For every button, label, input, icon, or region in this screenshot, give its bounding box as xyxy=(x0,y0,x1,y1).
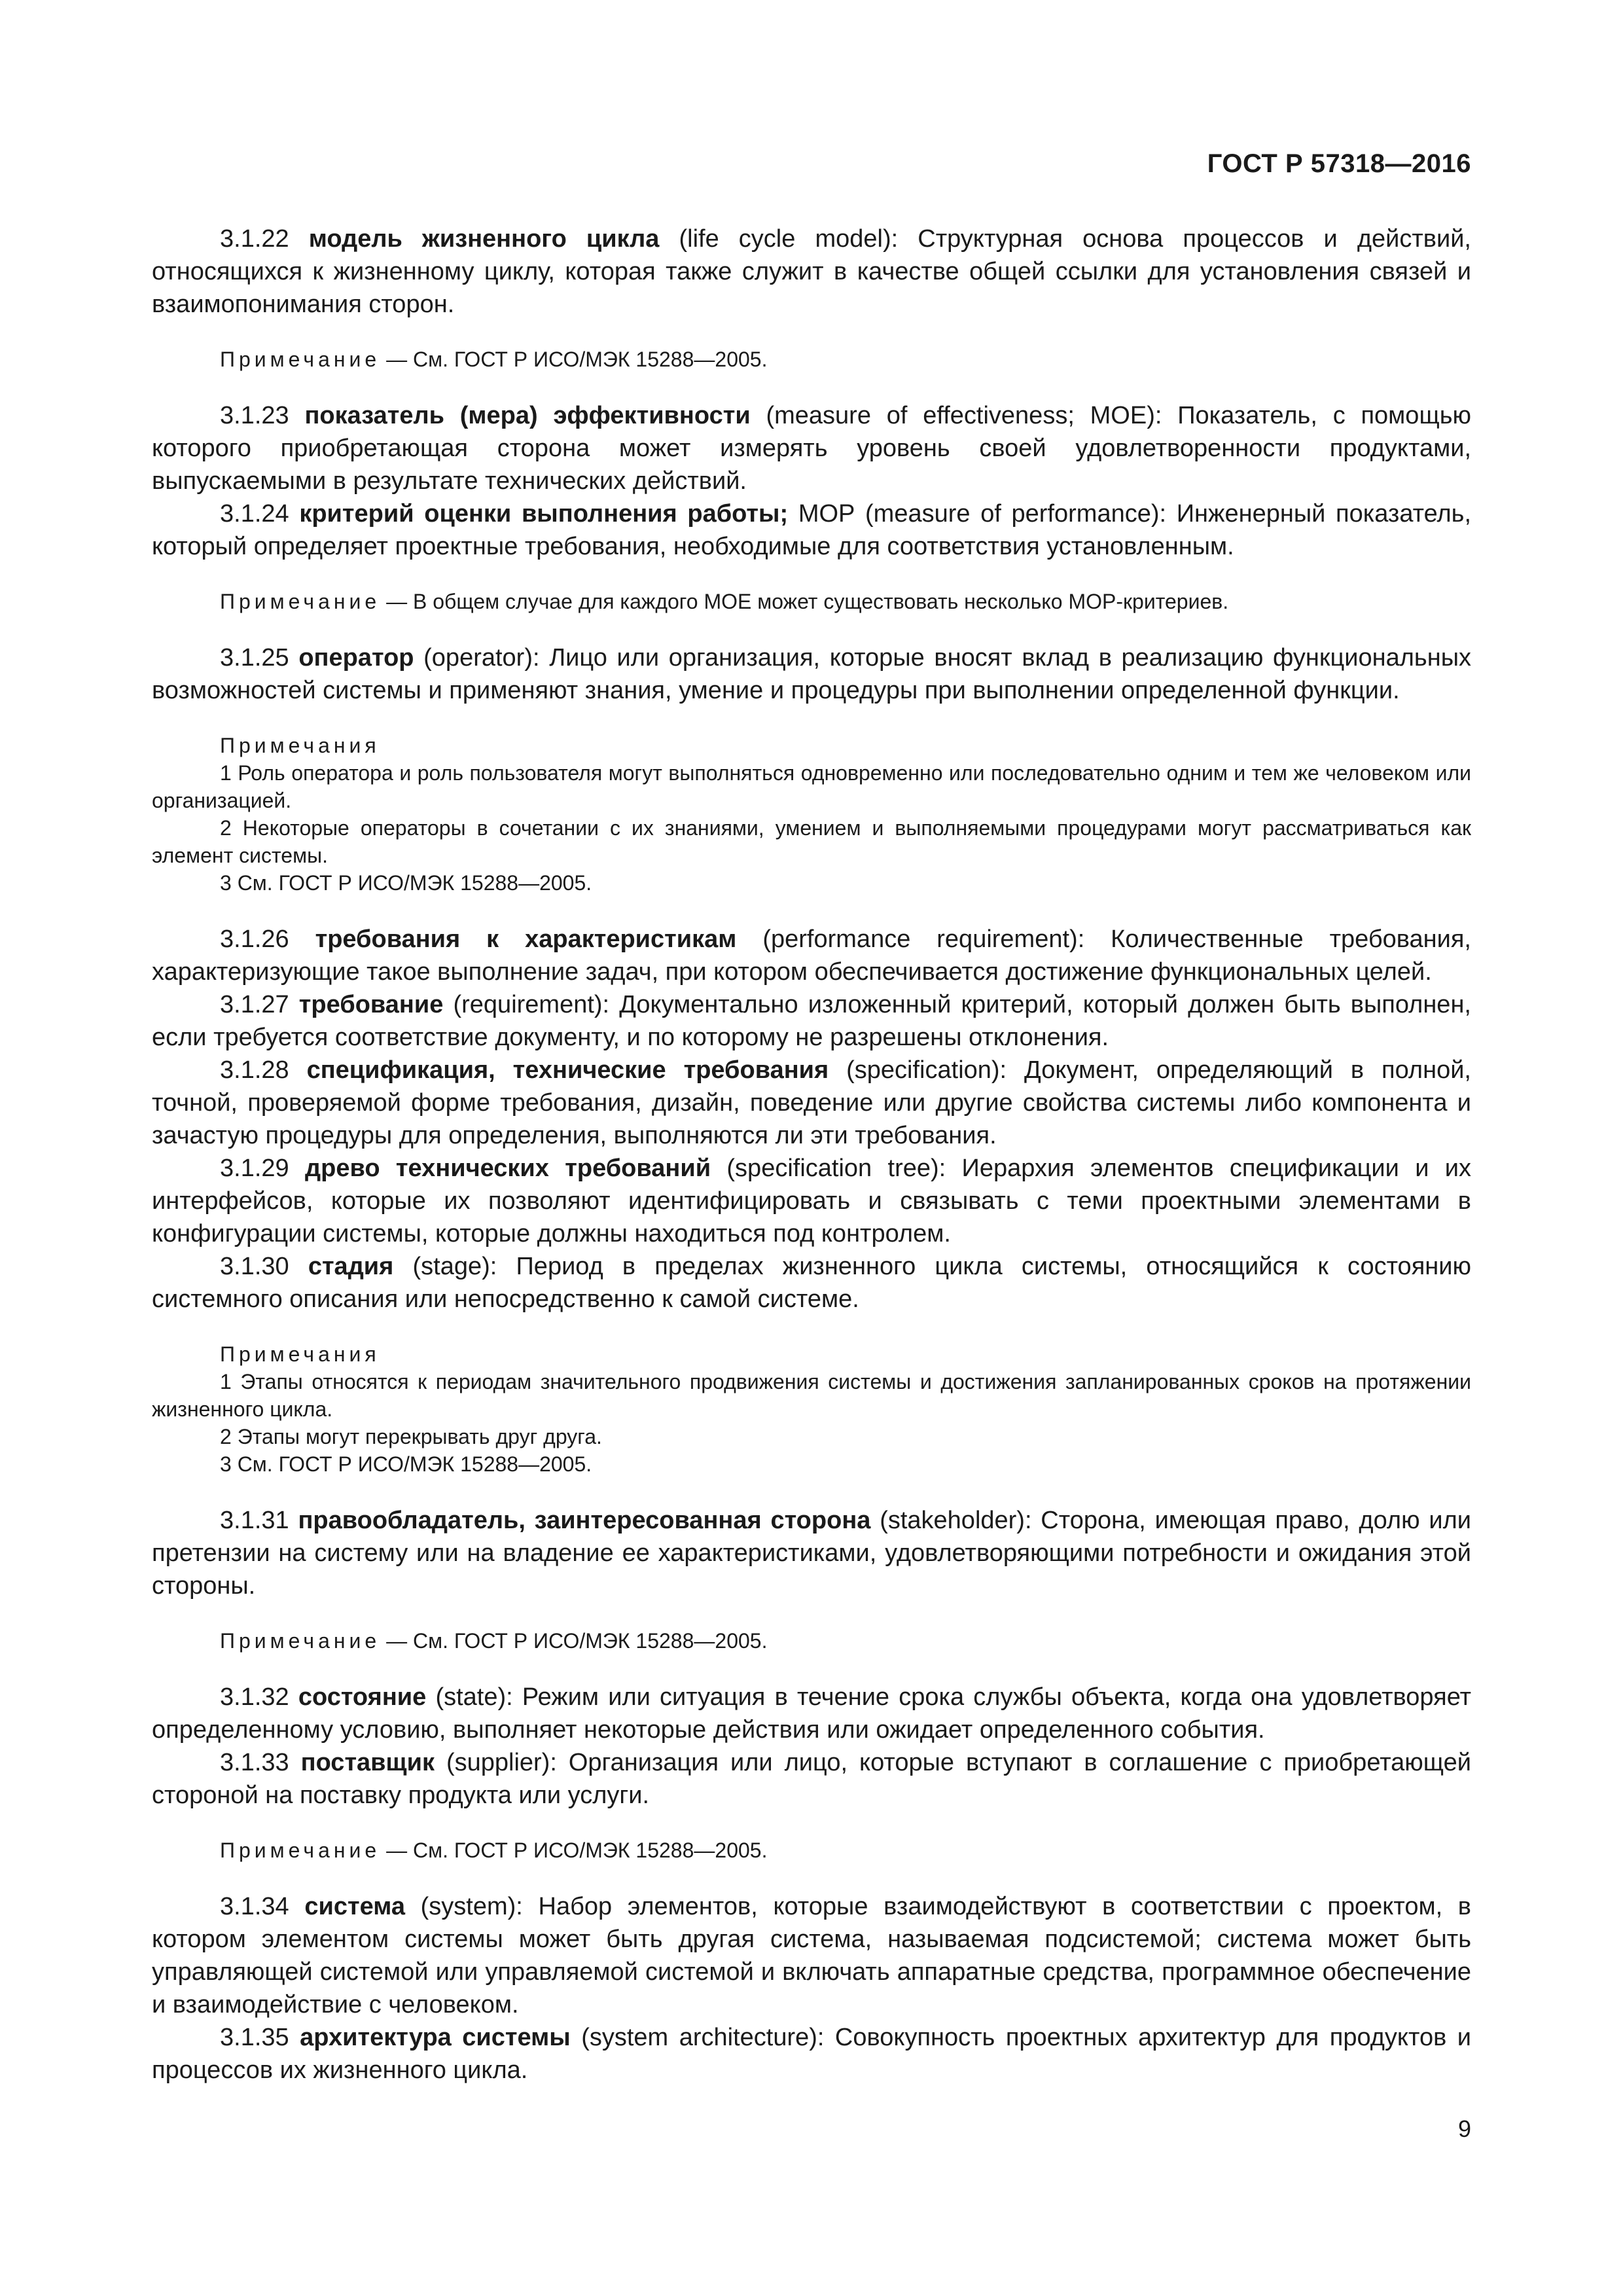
term-number: 3.1.26 xyxy=(220,925,289,953)
term-entry-3-1-32 xyxy=(152,1681,1471,1746)
term-name: спецификация, технические требования xyxy=(306,1056,829,1084)
note-3-1-31 xyxy=(152,1627,1471,1655)
term-name: древо технических требований xyxy=(305,1155,711,1182)
note-item: 1 Роль оператора и роль пользователя могут выполняться одновременно или последовательно одним и тем же человеком или организацией. xyxy=(152,761,1471,812)
term-entry-3-1-35 xyxy=(152,2021,1471,2087)
term-entry-3-1-26 xyxy=(152,923,1471,988)
term-name: система xyxy=(304,1893,405,1920)
document-header: ГОСТ Р 57318—2016 xyxy=(1207,149,1471,178)
term-name: критерий оценки выполнения работы; xyxy=(299,500,789,528)
term-number: 3.1.30 xyxy=(220,1253,289,1280)
page-number: 9 xyxy=(1457,2115,1471,2142)
term-definition: (supplier): Организация или лицо, которые вступают в соглашение с приобретающей стороной на поставку продукта или услуги. xyxy=(152,1749,1472,1809)
term-number: 3.1.34 xyxy=(220,1893,289,1920)
term-number: 3.1.27 xyxy=(220,991,289,1018)
term-name: требование xyxy=(298,991,444,1018)
term-name: архитектура системы xyxy=(300,2024,571,2051)
note-item: 2 Этапы могут перекрывать друг друга. xyxy=(220,1425,602,1448)
term-name: модель жизненного цикла xyxy=(308,225,660,253)
term-number: 3.1.29 xyxy=(220,1155,289,1182)
term-definition: МОР (measure of performance): Инженерный показатель, который определяет проектные требования, необходимые для соответствия установленным. xyxy=(152,500,1471,560)
notes-3-1-30 xyxy=(152,1340,1471,1478)
term-name: правообладатель, заинтересованная сторона xyxy=(298,1507,871,1534)
term-entry-3-1-25 xyxy=(152,641,1471,707)
term-definition: (life cycle model): Структурная основа процессов и действий, относящихся к жизненному циклу, которая также служит в качестве общей ссылки для установления связей и взаимопонимания сторон. xyxy=(152,225,1471,318)
note-text: См. ГОСТ Р ИСО/МЭК 15288—2005. xyxy=(413,1839,768,1862)
term-number: 3.1.32 xyxy=(220,1683,289,1711)
term-entry-3-1-28 xyxy=(152,1054,1471,1152)
term-entry-3-1-30 xyxy=(152,1250,1471,1316)
note-dash: — xyxy=(380,1839,413,1862)
notes-label: Примечания xyxy=(220,1342,380,1366)
term-name: поставщик xyxy=(300,1749,435,1776)
term-definition: (stage): Период в пределах жизненного цикла системы, относящийся к состоянию системного описания или непосредственно к самой системе. xyxy=(152,1253,1471,1313)
note-3-1-24 xyxy=(152,588,1471,615)
term-entry-3-1-27 xyxy=(152,988,1471,1054)
term-definition: (operator): Лицо или организация, которые вносят вклад в реализацию функциональных возможностей системы и применяют знания, умение и процедуры при выполнении определенной функции. xyxy=(152,644,1472,704)
term-entry-3-1-33 xyxy=(152,1746,1471,1812)
term-number: 3.1.23 xyxy=(220,402,289,429)
term-number: 3.1.35 xyxy=(220,2024,289,2051)
term-entry-3-1-23 xyxy=(152,399,1471,497)
note-text: См. ГОСТ Р ИСО/МЭК 15288—2005. xyxy=(413,1629,768,1653)
document-body xyxy=(152,223,1471,2087)
note-label: Примечание xyxy=(220,1629,381,1653)
term-definition: (performance requirement): Количественные требования, характеризующие такое выполнение задач, при котором обеспечивается достижение функциональных целей. xyxy=(152,925,1471,986)
term-name: требования к характеристикам xyxy=(315,925,737,953)
term-entry-3-1-29 xyxy=(152,1152,1471,1250)
term-definition: (stakeholder): Сторона, имеющая право, долю или претензии на систему или на владение ее характеристиками, удовлетворяющими потребности и ожидания этой стороны. xyxy=(152,1507,1471,1600)
term-definition: (measure of effectiveness; МОЕ): Показатель, с помощью которого приобретающая сторона может измерять уровень своей удовлетворенности продуктами, выпускаемыми в результате технических действий. xyxy=(152,402,1472,495)
note-label: Примечание xyxy=(220,1839,381,1862)
term-definition: (state): Режим или ситуация в течение срока службы объекта, когда она удовлетворяет определенному условию, выполняет некоторые действия или ожидает определенного события. xyxy=(152,1683,1471,1744)
note-label: Примечание xyxy=(220,590,381,613)
term-definition: (specification tree): Иерархия элементов спецификации и их интерфейсов, которые их позволяют идентифицировать и связывать с теми проектными элементами в конфигурации системы, которые должны находиться под контролем. xyxy=(152,1155,1471,1247)
term-entry-3-1-24 xyxy=(152,497,1471,563)
term-number: 3.1.24 xyxy=(220,500,289,528)
term-entry-3-1-34 xyxy=(152,1890,1471,2021)
note-item: 3 См. ГОСТ Р ИСО/МЭК 15288—2005. xyxy=(220,1452,592,1476)
term-entry-3-1-31 xyxy=(152,1504,1471,1602)
term-number: 3.1.28 xyxy=(220,1056,289,1084)
term-name: стадия xyxy=(308,1253,394,1280)
term-number: 3.1.22 xyxy=(220,225,289,253)
term-name: оператор xyxy=(298,644,414,672)
note-item: 3 См. ГОСТ Р ИСО/МЭК 15288—2005. xyxy=(220,871,592,895)
note-text: В общем случае для каждого МОЕ может существовать несколько МОР-критериев. xyxy=(413,590,1229,613)
note-label: Примечание xyxy=(220,348,381,371)
notes-label: Примечания xyxy=(220,734,380,757)
note-dash: — xyxy=(380,1629,413,1653)
term-definition: (system): Набор элементов, которые взаимодействуют в соответствии с проектом, в котором элементом системы может быть другая система, называемая подсистемой; система может быть управляющей системой или управляемой системой и включать аппаратные средства, программное обеспечение и взаимодействие с человеком. xyxy=(152,1893,1471,2018)
note-item: 2 Некоторые операторы в сочетании с их знаниями, умением и выполняемыми процедурами могут рассматриваться как элемент системы. xyxy=(152,816,1471,867)
note-3-1-22 xyxy=(152,346,1471,373)
term-name: показатель (мера) эффективности xyxy=(304,402,751,429)
note-dash: — xyxy=(380,348,413,371)
term-definition: (specification): Документ, определяющий в полной, точной, проверяемой форме требования, дизайн, поведение или другие свойства системы либо компонента и зачастую процедуры для определения, выполняются ли эти требования. xyxy=(152,1056,1471,1149)
note-item: 1 Этапы относятся к периодам значительного продвижения системы и достижения запланированных сроков на протяжении жизненного цикла. xyxy=(152,1370,1471,1421)
term-number: 3.1.33 xyxy=(220,1749,289,1776)
term-number: 3.1.31 xyxy=(220,1507,289,1534)
term-name: состояние xyxy=(298,1683,427,1711)
term-definition: (requirement): Документально изложенный критерий, который должен быть выполнен, если требуется соответствие документу, и по которому не разрешены отклонения. xyxy=(152,991,1471,1051)
term-number: 3.1.25 xyxy=(220,644,289,672)
note-dash: — xyxy=(380,590,413,613)
term-entry-3-1-22 xyxy=(152,223,1471,321)
note-3-1-33 xyxy=(152,1837,1471,1864)
notes-3-1-25 xyxy=(152,732,1471,897)
term-definition: (system architecture): Совокупность проектных архитектур для продуктов и процессов их жизненного цикла. xyxy=(152,2024,1471,2084)
note-text: См. ГОСТ Р ИСО/МЭК 15288—2005. xyxy=(413,348,768,371)
